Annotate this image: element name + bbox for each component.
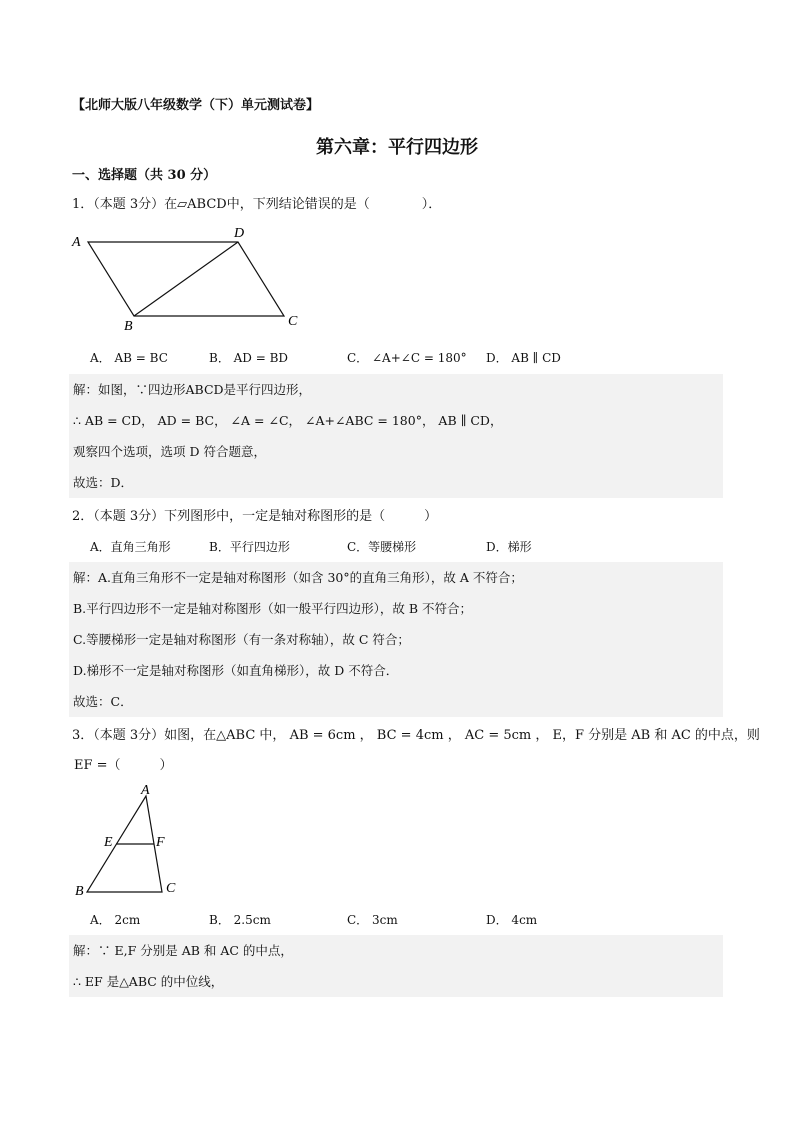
q1-option-d[interactable]: D． AB ∥ CD xyxy=(486,351,561,365)
label-e: E xyxy=(104,835,113,850)
q2-solution-line: C.等腰梯形一定是轴对称图形（有一条对称轴），故 C 符合； xyxy=(73,632,410,647)
question-1-options xyxy=(0,349,794,367)
q3-solution-line: 解：∵ E,F 分别是 AB 和 AC 的中点， xyxy=(73,943,293,958)
label-b: B xyxy=(75,884,84,899)
question-2-options xyxy=(0,538,794,556)
section-heading: 一、选择题（共 30 分） xyxy=(72,168,217,183)
q3-option-b[interactable]: B． 2.5cm xyxy=(209,913,271,927)
question-1-stem: 1．（本题 3分）在▱ABCD中，下列结论错误的是（ ）． xyxy=(72,197,442,212)
q1-solution-line: 解：如图，∵四边形ABCD是平行四边形， xyxy=(73,382,312,397)
label-a: A xyxy=(72,235,81,250)
triangle-figure xyxy=(70,782,190,902)
question-2-stem: 2．（本题 3分）下列图形中，一定是轴对称图形的是（ ） xyxy=(72,509,438,524)
document-header: 【北师大版八年级数学（下）单元测试卷】 xyxy=(72,98,320,113)
q1-option-c[interactable]: C． ∠A+∠C = 180° xyxy=(347,351,467,365)
q2-option-c[interactable]: C．等腰梯形 xyxy=(347,540,417,554)
q1-solution-line: 故选：D． xyxy=(73,475,134,490)
label-c: C xyxy=(166,881,176,896)
q3-solution-line: ∴ EF 是△ABC 的中位线， xyxy=(73,974,224,989)
q2-option-a[interactable]: A．直角三角形 xyxy=(90,540,171,554)
q2-solution-line: D.梯形不一定是轴对称图形（如直角梯形），故 D 不符合． xyxy=(73,663,399,678)
q3-option-d[interactable]: D． 4cm xyxy=(486,913,538,927)
question-3-solution xyxy=(69,935,723,997)
question-1-solution xyxy=(69,374,723,498)
label-d: D xyxy=(234,226,245,241)
question-3-options xyxy=(0,911,794,929)
q2-option-b[interactable]: B．平行四边形 xyxy=(209,540,290,554)
label-b: B xyxy=(124,319,133,334)
q1-solution-line: 观察四个选项，选项 D 符合题意， xyxy=(73,444,266,459)
q2-solution-line: 故选：C． xyxy=(73,694,133,709)
question-3-stem-cont: EF =（ ） xyxy=(74,758,173,773)
diagonal-bd xyxy=(134,242,238,316)
question-3-stem: 3．（本题 3分）如图，在△ABC 中， AB = 6cm ， BC = 4cm ， AC = 5cm ， E，F 分别是 AB 和 AC 的中点，则 xyxy=(72,728,760,743)
q3-option-c[interactable]: C． 3cm xyxy=(347,913,398,927)
q2-option-d[interactable]: D．梯形 xyxy=(486,540,532,554)
q1-solution-line: ∴ AB = CD， AD = BC， ∠A = ∠C， ∠A+∠ABC = 180°， AB ∥ CD， xyxy=(73,413,503,428)
q2-solution-line: 解：A.直角三角形不一定是轴对称图形（如含 30°的直角三角形），故 A 不符合； xyxy=(73,570,523,585)
q1-option-b[interactable]: B． AD = BD xyxy=(209,351,289,365)
q1-option-a[interactable]: A． AB = BC xyxy=(90,351,168,365)
label-f: F xyxy=(156,835,165,850)
label-a: A xyxy=(141,783,150,798)
chapter-title: 第六章：平行四边形 xyxy=(316,137,478,158)
parallelogram-figure xyxy=(70,222,310,334)
q3-option-a[interactable]: A． 2cm xyxy=(90,913,141,927)
q2-solution-line: B.平行四边形不一定是轴对称图形（如一般平行四边形），故 B 不符合； xyxy=(73,601,473,616)
label-c: C xyxy=(288,314,298,329)
question-2-solution xyxy=(69,562,723,717)
